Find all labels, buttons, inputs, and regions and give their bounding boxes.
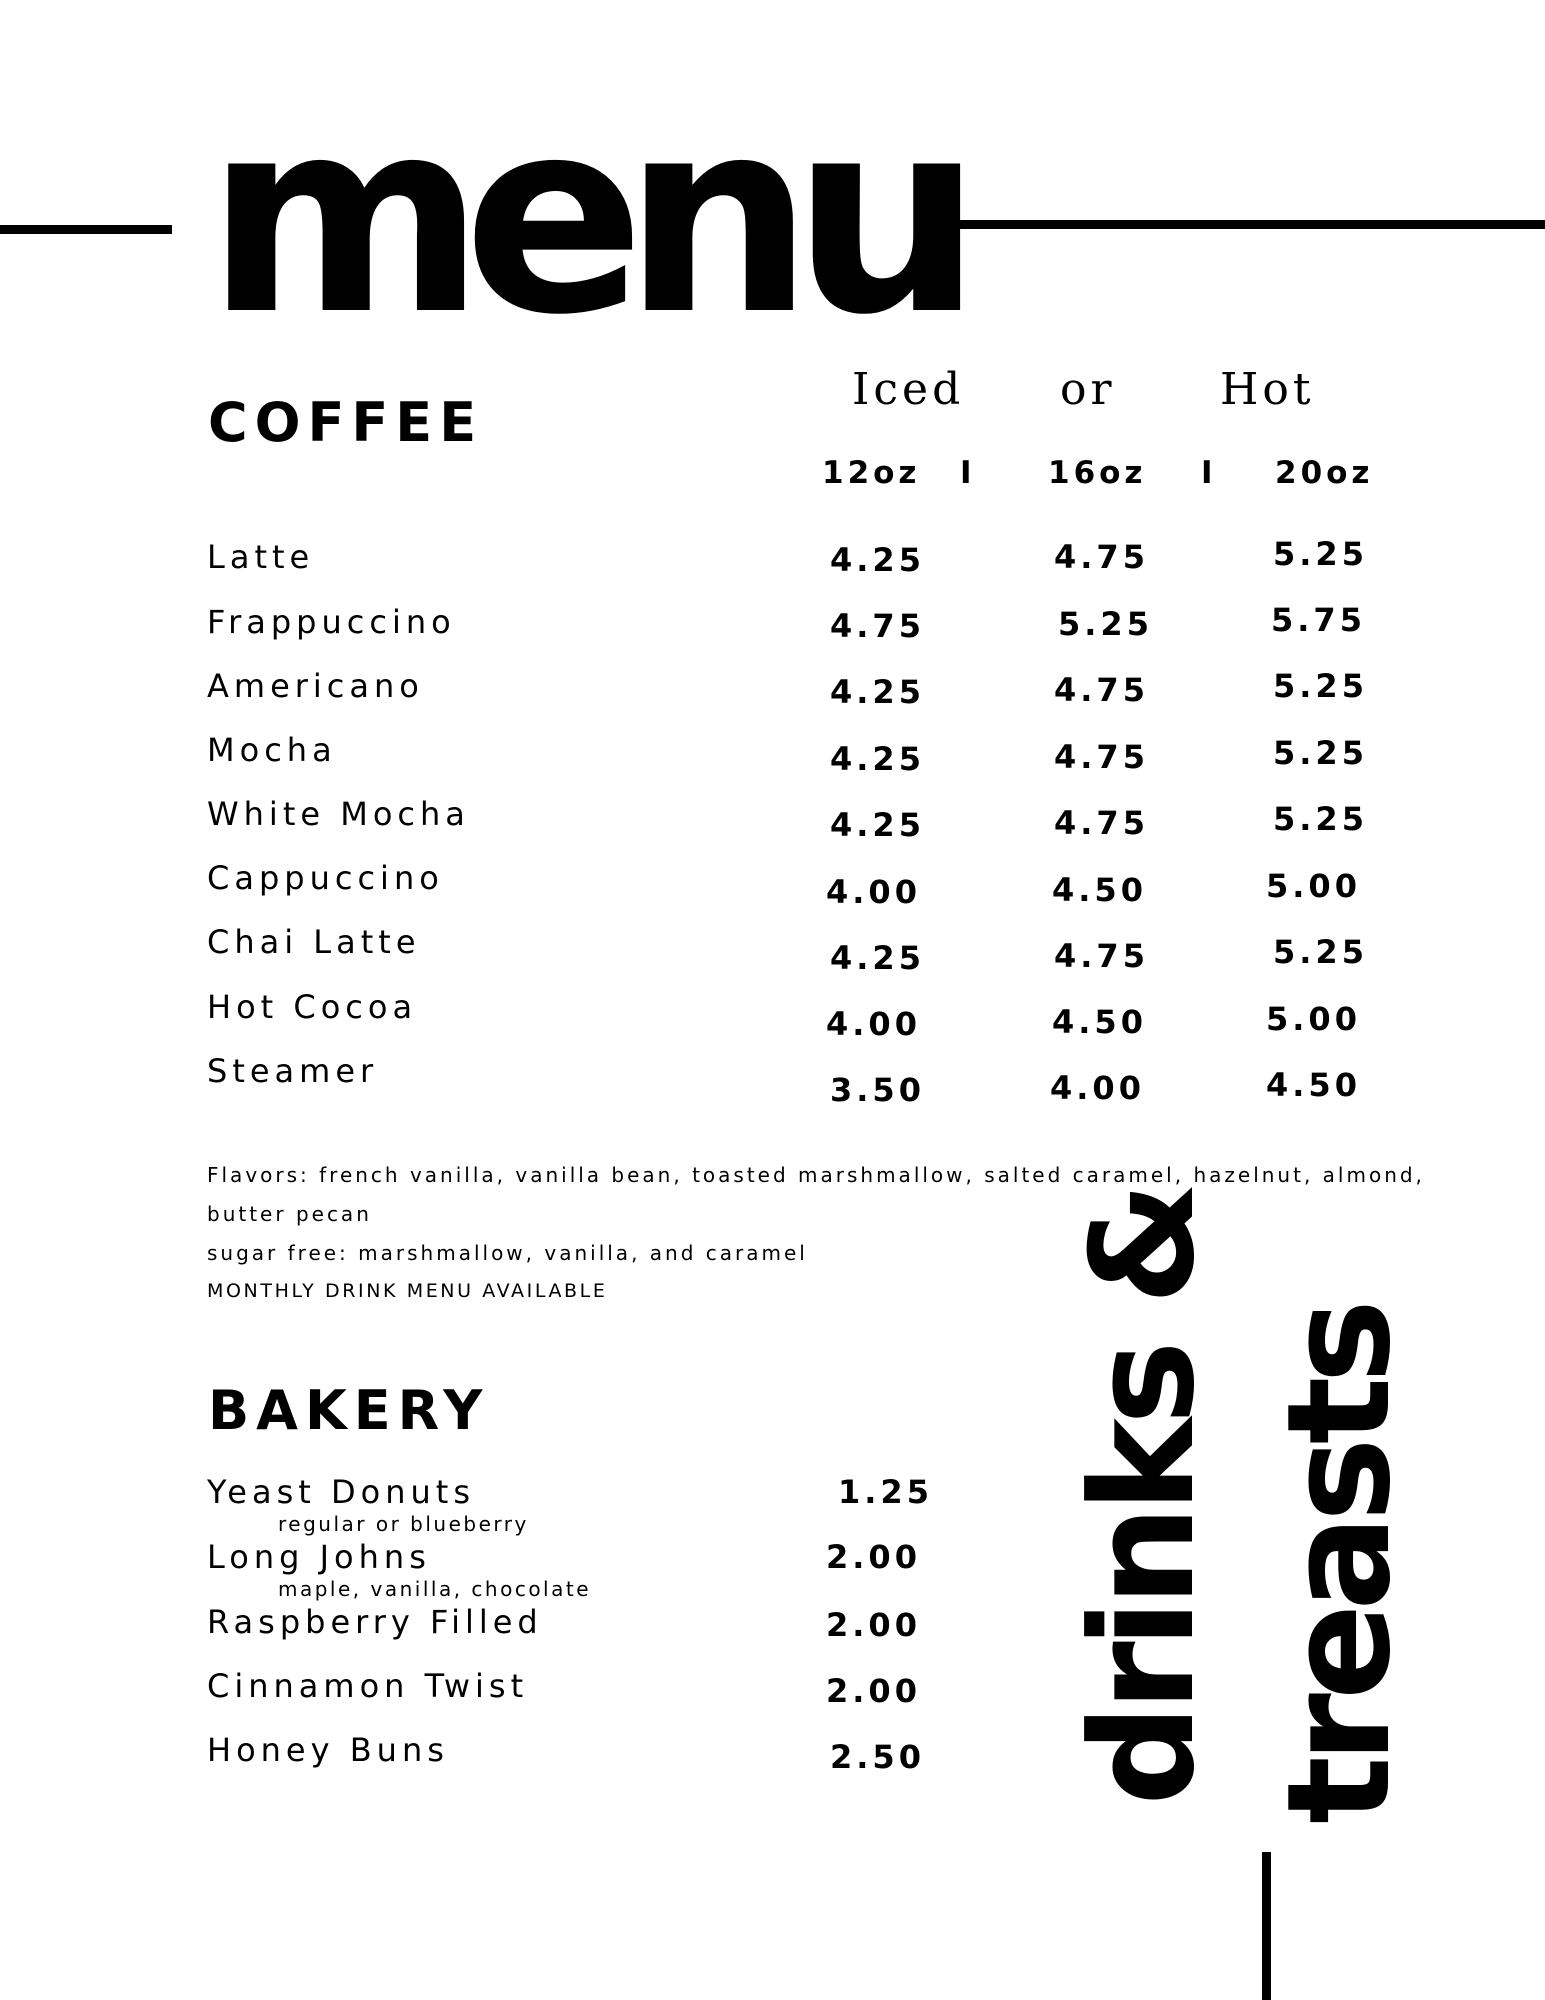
coffee-item-name: Steamer bbox=[207, 1052, 379, 1090]
iced-label: Iced bbox=[852, 364, 965, 415]
coffee-price-20oz: 5.75 bbox=[1271, 601, 1366, 639]
coffee-item-name: Hot Cocoa bbox=[207, 988, 418, 1026]
side-text-treats: treasts bbox=[1257, 1306, 1422, 1824]
coffee-price-16oz: 4.75 bbox=[1054, 538, 1149, 576]
coffee-item-name: White Mocha bbox=[207, 795, 470, 833]
coffee-price-12oz: 4.25 bbox=[830, 740, 925, 778]
bakery-heading: BAKERY bbox=[208, 1379, 490, 1442]
flavors-note-continued: butter pecan bbox=[207, 1202, 372, 1226]
bakery-item-name: Yeast Donuts bbox=[207, 1473, 475, 1511]
bakery-price: 2.00 bbox=[826, 1538, 921, 1576]
coffee-item-name: Chai Latte bbox=[207, 923, 421, 961]
coffee-price-20oz: 5.25 bbox=[1273, 800, 1368, 838]
or-label: or bbox=[1060, 364, 1116, 415]
coffee-price-20oz: 4.50 bbox=[1266, 1066, 1361, 1104]
sugar-free-note: sugar free: marshmallow, vanilla, and caramel bbox=[207, 1241, 808, 1265]
coffee-item-name: Frappuccino bbox=[207, 603, 456, 641]
vertical-rule-bottom bbox=[1262, 1852, 1271, 2000]
title-rule-left bbox=[0, 225, 172, 234]
bakery-item-name: Honey Buns bbox=[207, 1731, 449, 1769]
coffee-price-16oz: 4.50 bbox=[1052, 1003, 1147, 1041]
coffee-price-16oz: 5.25 bbox=[1058, 605, 1153, 643]
coffee-price-12oz: 4.25 bbox=[830, 806, 925, 844]
coffee-price-20oz: 5.00 bbox=[1266, 867, 1361, 905]
bakery-price: 2.00 bbox=[826, 1672, 921, 1710]
bakery-item-name: Raspberry Filled bbox=[207, 1603, 543, 1641]
coffee-price-12oz: 4.25 bbox=[830, 939, 925, 977]
size-20oz: 20oz bbox=[1275, 455, 1374, 491]
coffee-price-20oz: 5.25 bbox=[1273, 667, 1368, 705]
coffee-price-16oz: 4.75 bbox=[1054, 738, 1149, 776]
monthly-menu-note: MONTHLY DRINK MENU AVAILABLE bbox=[207, 1280, 608, 1302]
coffee-price-20oz: 5.00 bbox=[1266, 1000, 1361, 1038]
coffee-item-name: Americano bbox=[207, 667, 424, 705]
bakery-item-options: maple, vanilla, chocolate bbox=[278, 1577, 592, 1601]
side-text-drinks: drinks & bbox=[1061, 1188, 1226, 1806]
coffee-price-20oz: 5.25 bbox=[1273, 535, 1368, 573]
coffee-price-12oz: 3.50 bbox=[830, 1071, 925, 1109]
flavors-note: Flavors: french vanilla, vanilla bean, toasted marshmallow, salted caramel, hazelnut, almond, bbox=[207, 1163, 1425, 1187]
title-rule-right bbox=[919, 220, 1545, 229]
coffee-price-12oz: 4.00 bbox=[826, 1005, 921, 1043]
coffee-heading: COFFEE bbox=[208, 391, 484, 454]
coffee-price-20oz: 5.25 bbox=[1273, 933, 1368, 971]
bakery-price: 2.00 bbox=[826, 1606, 921, 1644]
hot-label: Hot bbox=[1220, 364, 1315, 415]
size-separator: I bbox=[1201, 455, 1213, 491]
coffee-price-16oz: 4.75 bbox=[1054, 804, 1149, 842]
bakery-price: 2.50 bbox=[830, 1738, 925, 1776]
size-16oz: 16oz bbox=[1048, 455, 1147, 491]
coffee-price-12oz: 4.00 bbox=[826, 873, 921, 911]
coffee-price-16oz: 4.75 bbox=[1054, 671, 1149, 709]
coffee-item-name: Cappuccino bbox=[207, 859, 444, 897]
coffee-price-20oz: 5.25 bbox=[1273, 734, 1368, 772]
bakery-price: 1.25 bbox=[838, 1473, 933, 1511]
bakery-item-name: Cinnamon Twist bbox=[207, 1667, 529, 1705]
coffee-price-12oz: 4.25 bbox=[830, 541, 925, 579]
bakery-item-name: Long Johns bbox=[207, 1538, 431, 1576]
coffee-item-name: Mocha bbox=[207, 731, 337, 769]
coffee-price-16oz: 4.75 bbox=[1054, 937, 1149, 975]
size-12oz: 12oz bbox=[822, 455, 921, 491]
coffee-price-12oz: 4.75 bbox=[830, 607, 925, 645]
coffee-item-name: Latte bbox=[207, 538, 315, 576]
bakery-item-options: regular or blueberry bbox=[278, 1512, 529, 1536]
size-separator: I bbox=[960, 455, 972, 491]
coffee-price-16oz: 4.00 bbox=[1050, 1069, 1145, 1107]
page-title: menu bbox=[206, 62, 961, 374]
coffee-price-16oz: 4.50 bbox=[1052, 871, 1147, 909]
coffee-price-12oz: 4.25 bbox=[830, 673, 925, 711]
